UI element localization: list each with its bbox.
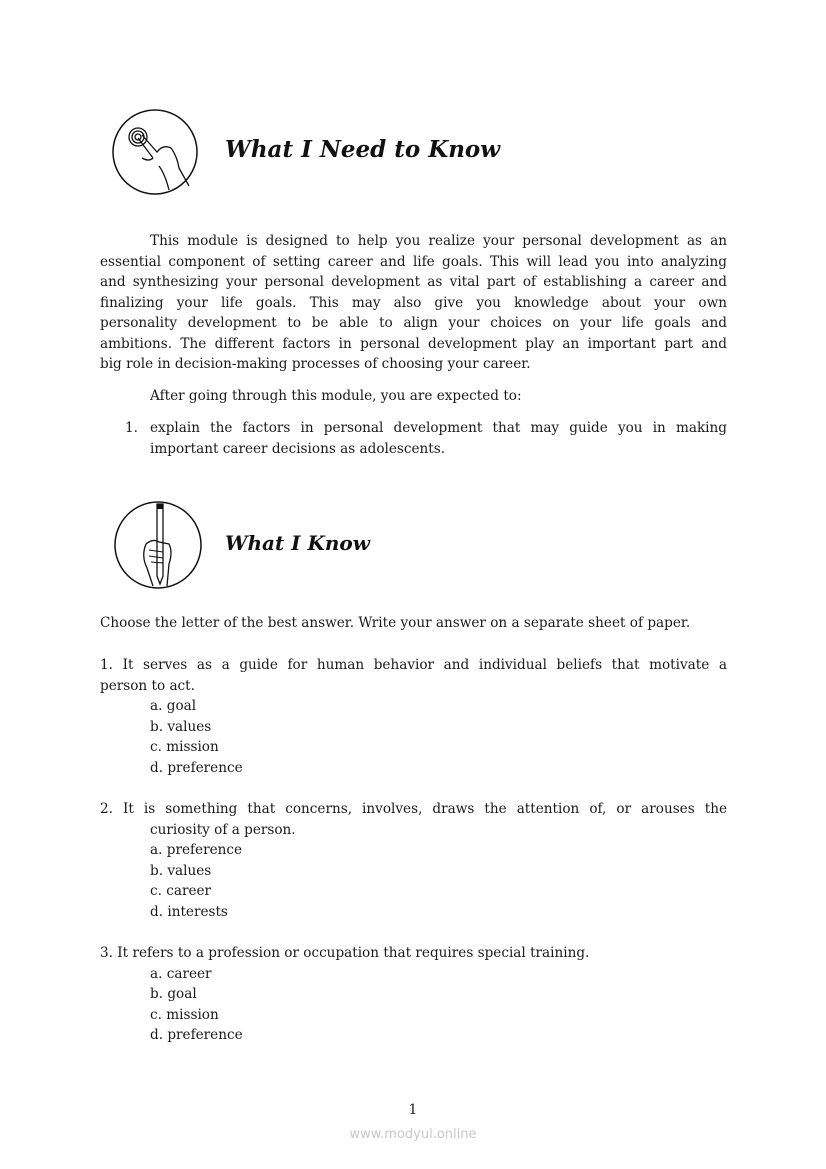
question-1: 1. It serves as a guide for human behavior and individual beliefs that motivate a: [100, 657, 727, 673]
paragraph-line: and synthesizing your personal development as vital part of establishing a career and: [100, 274, 727, 290]
option: d. interests: [150, 904, 228, 920]
option: c. mission: [150, 1007, 219, 1023]
paragraph-line: ambitions. The different factors in personal development play an important part and: [100, 336, 727, 352]
option: c. mission: [150, 739, 219, 755]
section-title-what-i-need-to-know: What I Need to Know: [225, 136, 501, 163]
paragraph-line: This module is designed to help you realize your personal development as an: [150, 233, 727, 249]
objective-text: important career decisions as adolescents.: [150, 441, 446, 457]
question-1: person to act.: [100, 678, 195, 694]
question-2: 2. It is something that concerns, involves, draws the attention of, or arouses the: [100, 801, 727, 817]
watermark: www.modyul.online: [349, 1127, 477, 1142]
paragraph-line: personality development to be able to align your choices on your life goals and: [100, 315, 727, 331]
objective-text: explain the factors in personal development that may guide you in making: [150, 420, 727, 436]
paragraph-line: big role in decision-making processes of choosing your career.: [100, 356, 531, 372]
hand-pointer-icon: [111, 108, 199, 196]
option: c. career: [150, 883, 212, 899]
paragraph-line: finalizing your life goals. This may also give you knowledge about your own: [100, 295, 727, 311]
option: a. career: [150, 966, 212, 982]
option: b. values: [150, 719, 212, 735]
question-2: curiosity of a person.: [150, 822, 296, 838]
option: a. preference: [150, 842, 243, 858]
option: d. preference: [150, 760, 243, 776]
question-3: 3. It refers to a profession or occupation that requires special training.: [100, 945, 590, 961]
option: d. preference: [150, 1027, 243, 1043]
paragraph-line: essential component of setting career and life goals. This will lead you into analyzing: [100, 254, 727, 270]
option: b. goal: [150, 986, 197, 1002]
objective-number: 1.: [125, 420, 138, 436]
option: b. values: [150, 863, 212, 879]
option: a. goal: [150, 698, 197, 714]
instruction: Choose the letter of the best answer. Write your answer on a separate sheet of paper.: [100, 615, 691, 631]
page-number: 1: [408, 1102, 418, 1118]
section-title-what-i-know: What I Know: [225, 531, 370, 555]
expectation-intro: After going through this module, you are expected to:: [150, 388, 522, 404]
hand-holding-pencil-icon: [113, 500, 203, 590]
